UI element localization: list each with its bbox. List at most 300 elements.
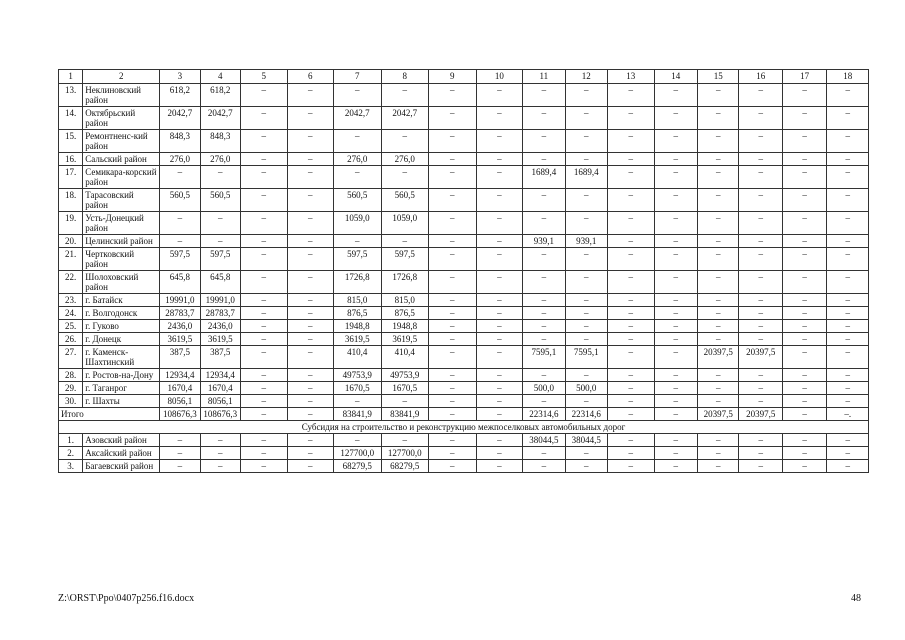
value-cell: – [654,333,697,346]
value-cell: – [608,346,655,369]
value-cell: – [240,235,287,248]
value-cell: 276,0 [160,153,200,166]
row-number: 13. [59,84,83,107]
value-cell: – [739,460,782,473]
value-cell: – [782,307,826,320]
value-cell: – [654,346,697,369]
value-cell: 876,5 [334,307,382,320]
value-cell: 2436,0 [160,320,200,333]
value-cell: 645,8 [200,271,240,294]
value-cell: – [608,153,655,166]
table-row [59,166,869,189]
value-cell: – [287,84,334,107]
value-cell: – [240,248,287,271]
value-cell: – [476,434,523,447]
value-cell: – [827,382,869,395]
value-cell: – [698,434,739,447]
value-cell: – [698,382,739,395]
section-row [59,421,869,434]
value-cell: – [698,130,739,153]
value-cell: – [429,369,477,382]
value-cell: 815,0 [381,294,429,307]
value-cell: – [654,434,697,447]
municipality-name: г. Таганрог [83,382,160,395]
row-number: 28. [59,369,83,382]
footer-file-path: Z:\ORST\Ppo\0407p256.f16.docx [58,593,195,604]
column-number: 2 [83,70,160,84]
value-cell: – [476,130,523,153]
value-cell: 1726,8 [381,271,429,294]
municipality-name: Шолоховский район [83,271,160,294]
value-cell: 2042,7 [160,107,200,130]
value-cell: – [739,166,782,189]
page-number: 48 [851,593,861,604]
value-cell: – [240,212,287,235]
value-cell: – [739,333,782,346]
value-cell: – [565,447,607,460]
value-cell: – [160,447,200,460]
value-cell: – [698,320,739,333]
municipality-name: г. Волгодонск [83,307,160,320]
value-cell: – [782,235,826,248]
column-number: 12 [565,70,607,84]
value-cell: – [565,189,607,212]
value-cell: – [565,107,607,130]
value-cell: – [782,153,826,166]
value-cell: – [565,130,607,153]
total-value: 108676,3 [200,408,240,421]
municipality-name: г. Гуково [83,320,160,333]
table-row [59,382,869,395]
value-cell: – [654,153,697,166]
value-cell: – [827,320,869,333]
value-cell: – [698,212,739,235]
value-cell: 1670,4 [200,382,240,395]
value-cell: – [654,447,697,460]
table-row [59,189,869,212]
value-cell: – [782,271,826,294]
total-label: Итого [59,408,160,421]
value-cell: – [476,460,523,473]
value-cell: – [160,434,200,447]
value-cell: – [782,434,826,447]
row-number: 25. [59,320,83,333]
value-cell: – [476,248,523,271]
value-cell: – [608,84,655,107]
value-cell: – [827,460,869,473]
section-title: Субсидия на строительство и реконструкцию межпоселковых автомобильных дорог [59,421,869,434]
value-cell: – [476,382,523,395]
value-cell: – [782,333,826,346]
value-cell: 2042,7 [200,107,240,130]
value-cell: – [654,307,697,320]
value-cell: – [654,382,697,395]
value-cell: – [334,235,382,248]
value-cell: – [782,189,826,212]
value-cell: – [739,248,782,271]
value-cell: 1059,0 [381,212,429,235]
value-cell: – [476,447,523,460]
row-number: 3. [59,460,83,473]
value-cell: – [827,395,869,408]
municipality-name: Семикара-корский район [83,166,160,189]
value-cell: – [429,107,477,130]
value-cell: – [429,346,477,369]
value-cell: 2042,7 [334,107,382,130]
value-cell: – [739,212,782,235]
value-cell: – [608,434,655,447]
value-cell: – [565,320,607,333]
value-cell: 8056,1 [200,395,240,408]
value-cell: – [240,307,287,320]
value-cell: – [240,369,287,382]
value-cell: 20397,5 [739,346,782,369]
value-cell: – [429,153,477,166]
value-cell: – [381,395,429,408]
value-cell: – [240,294,287,307]
value-cell: – [381,130,429,153]
value-cell: – [782,447,826,460]
value-cell: 3619,5 [334,333,382,346]
value-cell: – [523,320,565,333]
table-row [59,130,869,153]
value-cell: 387,5 [160,346,200,369]
value-cell: – [827,107,869,130]
value-cell: – [429,235,477,248]
value-cell: – [429,189,477,212]
value-cell: – [287,395,334,408]
value-cell: – [334,434,382,447]
value-cell: – [429,447,477,460]
value-cell: – [654,369,697,382]
value-cell: – [739,382,782,395]
value-cell: 1689,4 [565,166,607,189]
municipality-name: Ремонтненс-кий район [83,130,160,153]
value-cell: – [429,294,477,307]
value-cell: 19991,0 [160,294,200,307]
value-cell: – [381,84,429,107]
value-cell: 49753,9 [381,369,429,382]
value-cell: – [565,271,607,294]
value-cell: – [429,248,477,271]
table-row [59,84,869,107]
table-row [59,107,869,130]
value-cell: – [608,320,655,333]
value-cell: 276,0 [381,153,429,166]
value-cell: – [287,189,334,212]
row-number: 26. [59,333,83,346]
total-value: – [476,408,523,421]
value-cell: – [334,84,382,107]
value-cell: – [287,460,334,473]
municipality-name: г. Шахты [83,395,160,408]
total-value: 20397,5 [698,408,739,421]
value-cell: 387,5 [200,346,240,369]
total-value: 20397,5 [739,408,782,421]
value-cell: – [523,84,565,107]
value-cell: – [523,307,565,320]
value-cell: – [476,369,523,382]
value-cell: 597,5 [200,248,240,271]
value-cell: – [827,153,869,166]
value-cell: – [827,271,869,294]
value-cell: 1948,8 [381,320,429,333]
value-cell: – [827,333,869,346]
row-number: 27. [59,346,83,369]
value-cell: – [782,212,826,235]
value-cell: 19991,0 [200,294,240,307]
value-cell: – [739,294,782,307]
value-cell: – [782,84,826,107]
value-cell: – [565,460,607,473]
value-cell: 38044,5 [523,434,565,447]
value-cell: – [739,153,782,166]
value-cell: – [654,107,697,130]
column-number: 4 [200,70,240,84]
value-cell: – [200,434,240,447]
column-number: 3 [160,70,200,84]
value-cell: 28783,7 [160,307,200,320]
value-cell: – [698,84,739,107]
value-cell: – [565,153,607,166]
value-cell: 49753,9 [334,369,382,382]
value-cell: – [827,369,869,382]
row-number: 15. [59,130,83,153]
value-cell: – [782,369,826,382]
value-cell: – [429,130,477,153]
value-cell: – [523,130,565,153]
municipality-name: Усть-Донецкий район [83,212,160,235]
value-cell: 12934,4 [200,369,240,382]
value-cell: 7595,1 [523,346,565,369]
value-cell: – [565,294,607,307]
value-cell: – [287,434,334,447]
value-cell: 500,0 [565,382,607,395]
value-cell: – [608,212,655,235]
municipality-name: Октябрьский район [83,107,160,130]
value-cell: 597,5 [334,248,382,271]
value-cell: – [698,460,739,473]
value-cell: – [608,248,655,271]
value-cell: – [782,320,826,333]
value-cell: – [240,434,287,447]
table-row [59,395,869,408]
table-row [59,447,869,460]
value-cell: – [200,166,240,189]
value-cell: – [654,235,697,248]
value-cell: – [565,307,607,320]
value-cell: – [565,84,607,107]
column-number: 16 [739,70,782,84]
column-number: 5 [240,70,287,84]
value-cell: – [827,447,869,460]
column-number: 7 [334,70,382,84]
value-cell: 410,4 [334,346,382,369]
value-cell: – [240,107,287,130]
value-cell: – [565,369,607,382]
value-cell: – [287,153,334,166]
table-row [59,434,869,447]
table-row [59,153,869,166]
value-cell: 3619,5 [381,333,429,346]
value-cell: – [739,447,782,460]
value-cell: – [200,212,240,235]
value-cell: – [608,235,655,248]
value-cell: – [429,333,477,346]
municipality-name: г. Ростов-на-Дону [83,369,160,382]
value-cell: – [523,395,565,408]
value-cell: 127700,0 [334,447,382,460]
column-number: 9 [429,70,477,84]
value-cell: – [287,307,334,320]
value-cell: 1670,4 [160,382,200,395]
value-cell: – [739,130,782,153]
data-table [58,69,869,473]
total-value: 108676,3 [160,408,200,421]
value-cell: – [782,107,826,130]
total-value: 83841,9 [381,408,429,421]
value-cell: – [240,130,287,153]
value-cell: – [476,307,523,320]
value-cell: – [240,189,287,212]
value-cell: – [287,382,334,395]
value-cell: – [287,271,334,294]
value-cell: – [240,447,287,460]
value-cell: – [698,235,739,248]
municipality-name: Чертковский район [83,248,160,271]
table-row [59,307,869,320]
value-cell: – [827,346,869,369]
municipality-name: г. Каменск-Шахтинский [83,346,160,369]
value-cell: – [523,447,565,460]
column-number: 6 [287,70,334,84]
value-cell: 68279,5 [334,460,382,473]
value-cell: – [287,320,334,333]
value-cell: – [654,189,697,212]
value-cell: – [698,294,739,307]
value-cell: – [782,460,826,473]
value-cell: – [654,271,697,294]
value-cell: 3619,5 [200,333,240,346]
total-value: – [240,408,287,421]
row-number: 18. [59,189,83,212]
table-row [59,320,869,333]
column-number: 14 [654,70,697,84]
value-cell: 7595,1 [565,346,607,369]
value-cell: – [608,189,655,212]
value-cell: 560,5 [200,189,240,212]
value-cell: – [608,130,655,153]
value-cell: 645,8 [160,271,200,294]
value-cell: – [698,248,739,271]
value-cell: – [608,107,655,130]
value-cell: – [782,130,826,153]
total-value: – [654,408,697,421]
value-cell: – [608,395,655,408]
value-cell: 276,0 [334,153,382,166]
value-cell: – [240,153,287,166]
table-row [59,294,869,307]
value-cell: – [287,248,334,271]
row-number: 17. [59,166,83,189]
value-cell: 38044,5 [565,434,607,447]
value-cell: – [381,235,429,248]
municipality-name: Неклиновский район [83,84,160,107]
municipality-name: Аксайский район [83,447,160,460]
value-cell: – [287,107,334,130]
value-cell: – [698,107,739,130]
value-cell: – [240,333,287,346]
column-number: 10 [476,70,523,84]
municipality-name: Азовский район [83,434,160,447]
value-cell: – [287,294,334,307]
value-cell: – [476,212,523,235]
value-cell: – [200,460,240,473]
value-cell: 1670,5 [381,382,429,395]
value-cell: – [523,369,565,382]
value-cell: 939,1 [523,235,565,248]
row-number: 1. [59,434,83,447]
value-cell: – [608,307,655,320]
value-cell: – [429,382,477,395]
value-cell: – [782,248,826,271]
value-cell: – [608,447,655,460]
column-number: 15 [698,70,739,84]
value-cell: 815,0 [334,294,382,307]
value-cell: – [523,153,565,166]
value-cell: – [476,294,523,307]
value-cell: 560,5 [334,189,382,212]
row-number: 30. [59,395,83,408]
value-cell: – [240,460,287,473]
column-number: 8 [381,70,429,84]
value-cell: 127700,0 [381,447,429,460]
value-cell: 560,5 [160,189,200,212]
value-cell: 618,2 [200,84,240,107]
total-value: – [608,408,655,421]
total-row [59,408,869,421]
value-cell: – [523,460,565,473]
value-cell: – [739,271,782,294]
value-cell: – [429,307,477,320]
value-cell: 1726,8 [334,271,382,294]
value-cell: – [739,107,782,130]
value-cell: – [476,153,523,166]
value-cell: – [240,320,287,333]
value-cell: – [476,395,523,408]
value-cell: – [240,395,287,408]
value-cell: – [608,333,655,346]
value-cell: – [654,166,697,189]
column-number: 11 [523,70,565,84]
value-cell: – [698,153,739,166]
table-row [59,369,869,382]
value-cell: – [287,166,334,189]
municipality-name: Багаевский район [83,460,160,473]
value-cell: – [429,395,477,408]
total-value: – [287,408,334,421]
value-cell: – [739,189,782,212]
table-row [59,460,869,473]
value-cell: 848,3 [200,130,240,153]
value-cell: – [523,333,565,346]
value-cell: – [827,166,869,189]
value-cell: – [739,84,782,107]
value-cell: – [429,84,477,107]
total-value: 22314,6 [565,408,607,421]
value-cell: – [565,212,607,235]
value-cell: – [739,395,782,408]
